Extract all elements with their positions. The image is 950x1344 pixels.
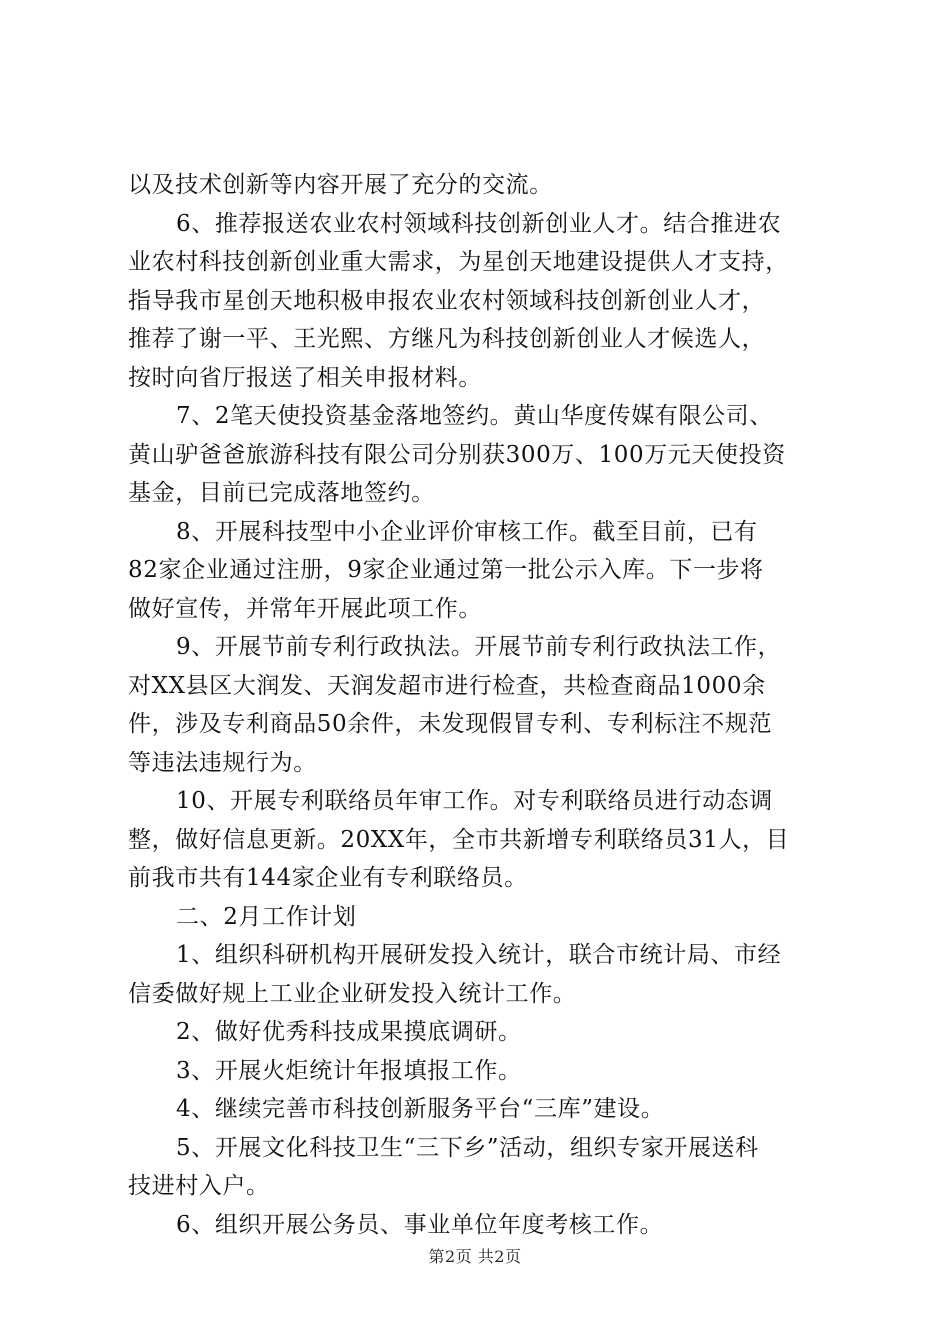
text-line: 对XX县区大润发、天润发超市进行检查，共检查商品1000余 <box>128 672 766 699</box>
text-line: 9、开展节前专利行政执法。开展节前专利行政执法工作， <box>176 634 782 660</box>
text-line: 前我市共有144家企业有专利联络员。 <box>128 865 528 891</box>
text-line: 二、2月工作计划 <box>176 903 357 930</box>
text-line: 2、做好优秀科技成果摸底调研。 <box>176 1019 522 1045</box>
page-footer: 第2页 共2页 <box>428 1247 522 1266</box>
text-line: 基金，目前已完成落地签约。 <box>128 480 435 506</box>
text-line: 业农村科技创新创业重大需求，为星创天地建设提供人才支持， <box>128 249 789 275</box>
text-line: 1、组织科研机构开展研发投入统计，联合市统计局、市经 <box>176 942 782 968</box>
text-line: 6、推荐报送农业农村领域科技创新创业人才。结合推进农 <box>176 210 782 237</box>
text-line: 6、组织开展公务员、事业单位年度考核工作。 <box>176 1211 664 1238</box>
text-line: 以及技术创新等内容开展了充分的交流。 <box>128 172 553 198</box>
text-line: 5、开展文化科技卫生“三下乡”活动，组织专家开展送科 <box>176 1134 759 1161</box>
text-line: 信委做好规上工业企业研发投入统计工作。 <box>128 980 577 1007</box>
text-line: 技进村入户。 <box>128 1173 270 1199</box>
document-body <box>128 166 828 1244</box>
text-line: 8、开展科技型中小企业评价审核工作。截至目前，已有 <box>176 518 758 545</box>
text-line: 件，涉及专利商品50余件，未发现假冒专利、专利标注不规范 <box>128 711 773 737</box>
text-line: 82家企业通过注册，9家企业通过第一批公示入库。下一步将 <box>128 557 764 583</box>
text-line: 3、开展火炬统计年报填报工作。 <box>176 1057 522 1084</box>
text-line: 整，做好信息更新。20XX年，全市共新增专利联络员31人，目 <box>128 826 790 853</box>
text-line: 指导我市星创天地积极申报农业农村领域科技创新创业人才， <box>128 287 766 314</box>
text-line: 等违法违规行为。 <box>128 749 317 776</box>
text-line: 10、开展专利联络员年审工作。对专利联络员进行动态调 <box>176 788 773 814</box>
text-line: 做好宣传，并常年开展此项工作。 <box>128 595 482 622</box>
text-line: 黄山驴爸爸旅游科技有限公司分别获300万、100万元天使投资 <box>128 441 786 468</box>
text-line: 4、继续完善市科技创新服务平台“三库”建设。 <box>176 1096 665 1122</box>
text-line: 推荐了谢一平、王光熙、方继凡为科技创新创业人才候选人， <box>128 326 766 352</box>
text-line: 按时向省厅报送了相关申报材料。 <box>128 364 482 391</box>
text-line: 7、2笔天使投资基金落地签约。黄山华度传媒有限公司、 <box>176 403 773 429</box>
